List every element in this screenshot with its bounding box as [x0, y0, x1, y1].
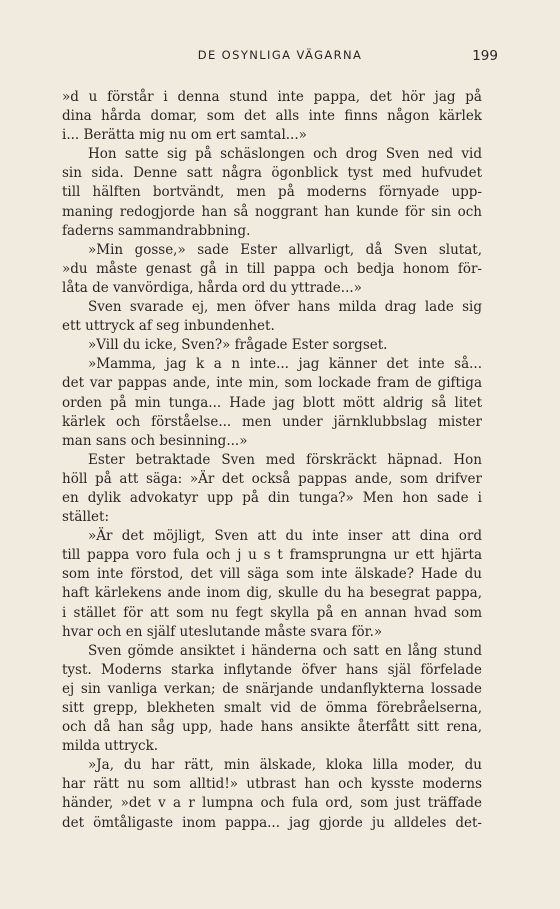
text-line: tyst. Moderns starka inflytande öfver hans själ förfelade	[62, 661, 482, 678]
page-header	[62, 48, 498, 64]
text-line: stället:	[62, 509, 109, 526]
text-line: som inte förstod, det vill säga som inte älskade? Hade du	[62, 566, 482, 583]
text-line: och då han såg upp, hade hans ansikte återfått sitt rena,	[62, 719, 482, 736]
text-line: faderns sammandrabbning.	[62, 222, 251, 239]
text-line: Ester betraktade Sven med förskräckt häpnad. Hon	[88, 451, 482, 468]
text-line: ett uttryck af seg inbundenhet.	[62, 318, 275, 335]
text-line: i stället för att som nu fegt skylla på en annan hvad som	[62, 604, 482, 621]
text-line: sitt grepp, blekheten smalt vid de ömma förebråelserna,	[62, 700, 482, 716]
running-title: DE OSYNLIGA VÄGARNA	[197, 48, 363, 62]
text-line: hvar och en själf uteslutande måste svara för.»	[62, 623, 383, 640]
text-line: en dylik advokatyr upp på din tunga?» Men hon sade i	[62, 489, 482, 506]
text-line: Sven gömde ansiktet i händerna och satt en lång stund	[88, 642, 482, 659]
text-line: »Vill du icke, Sven?» frågade Ester sorgset.	[88, 337, 388, 354]
text-line: Hon satte sig på schäslongen och drog Sven ned vid	[88, 146, 482, 163]
text-line: haft kärlekens ande inom dig, skulle du ha besegrat pappa,	[62, 585, 482, 602]
text-line: »Mamma, jag k a n inte... jag känner det inte så...	[88, 356, 482, 373]
text-line: »du måste genast gå in till pappa och bedja honom för-	[62, 260, 482, 277]
text-line: till pappa voro fula och j u s t framsprungna ur ett hjärta	[62, 547, 482, 564]
text-line: »Min gosse,» sade Ester allvarligt, då Sven slutat,	[88, 241, 482, 258]
text-line: det var pappas ande, inte min, som lockade fram de giftiga	[62, 375, 482, 392]
text-line: höll på att säga: »Är det också pappas ande, som drifver	[62, 470, 482, 487]
text-line: sin sida. Denne satt några ögonblick tyst med hufvudet	[62, 165, 482, 182]
text-line: dina hårda domar, som det alls inte finns någon kärlek	[62, 108, 482, 125]
text-line: »Ja, du har rätt, min älskade, kloka lilla moder, du	[88, 757, 482, 774]
text-line: man sans och besinning...»	[62, 432, 248, 449]
text-line: ej sin vanliga verkan; de snärjande undanflykterna lossade	[62, 680, 482, 697]
text-line: maning redogjorde han så noggrant han kunde för sin och	[62, 203, 482, 220]
text-line: det ömtåligaste inom pappa... jag gjorde ju alldeles det-	[62, 814, 482, 831]
text-line: till hälften bortvändt, men på moderns förnyade upp-	[62, 184, 482, 201]
text-line: händer, »det v a r lumpna och fula ord, som just träffade	[62, 795, 482, 812]
text-line: »Är det möjligt, Sven att du inte inser att dina ord	[88, 528, 482, 545]
text-line: Sven svarade ej, men öfver hans milda drag lade sig	[88, 299, 482, 316]
text-line: orden på min tunga... Hade jag blott mött aldrig så litet	[62, 394, 482, 411]
text-line: i... Berätta mig nu om ert samtal...»	[62, 127, 307, 144]
page-number: 199	[472, 48, 498, 64]
text-line: låta de vanvördiga, hårda ord du yttrade...»	[62, 279, 362, 296]
text-line: »d u förstår i denna stund inte pappa, det hör jag på	[62, 89, 482, 105]
text-line: milda uttryck.	[62, 738, 159, 755]
text-line: har rätt nu som alltid!» utbrast han och kysste moderns	[62, 776, 482, 793]
text-line: kärlek och förståelse... men under järnklubbslag mister	[62, 413, 482, 430]
body-text	[62, 88, 482, 833]
